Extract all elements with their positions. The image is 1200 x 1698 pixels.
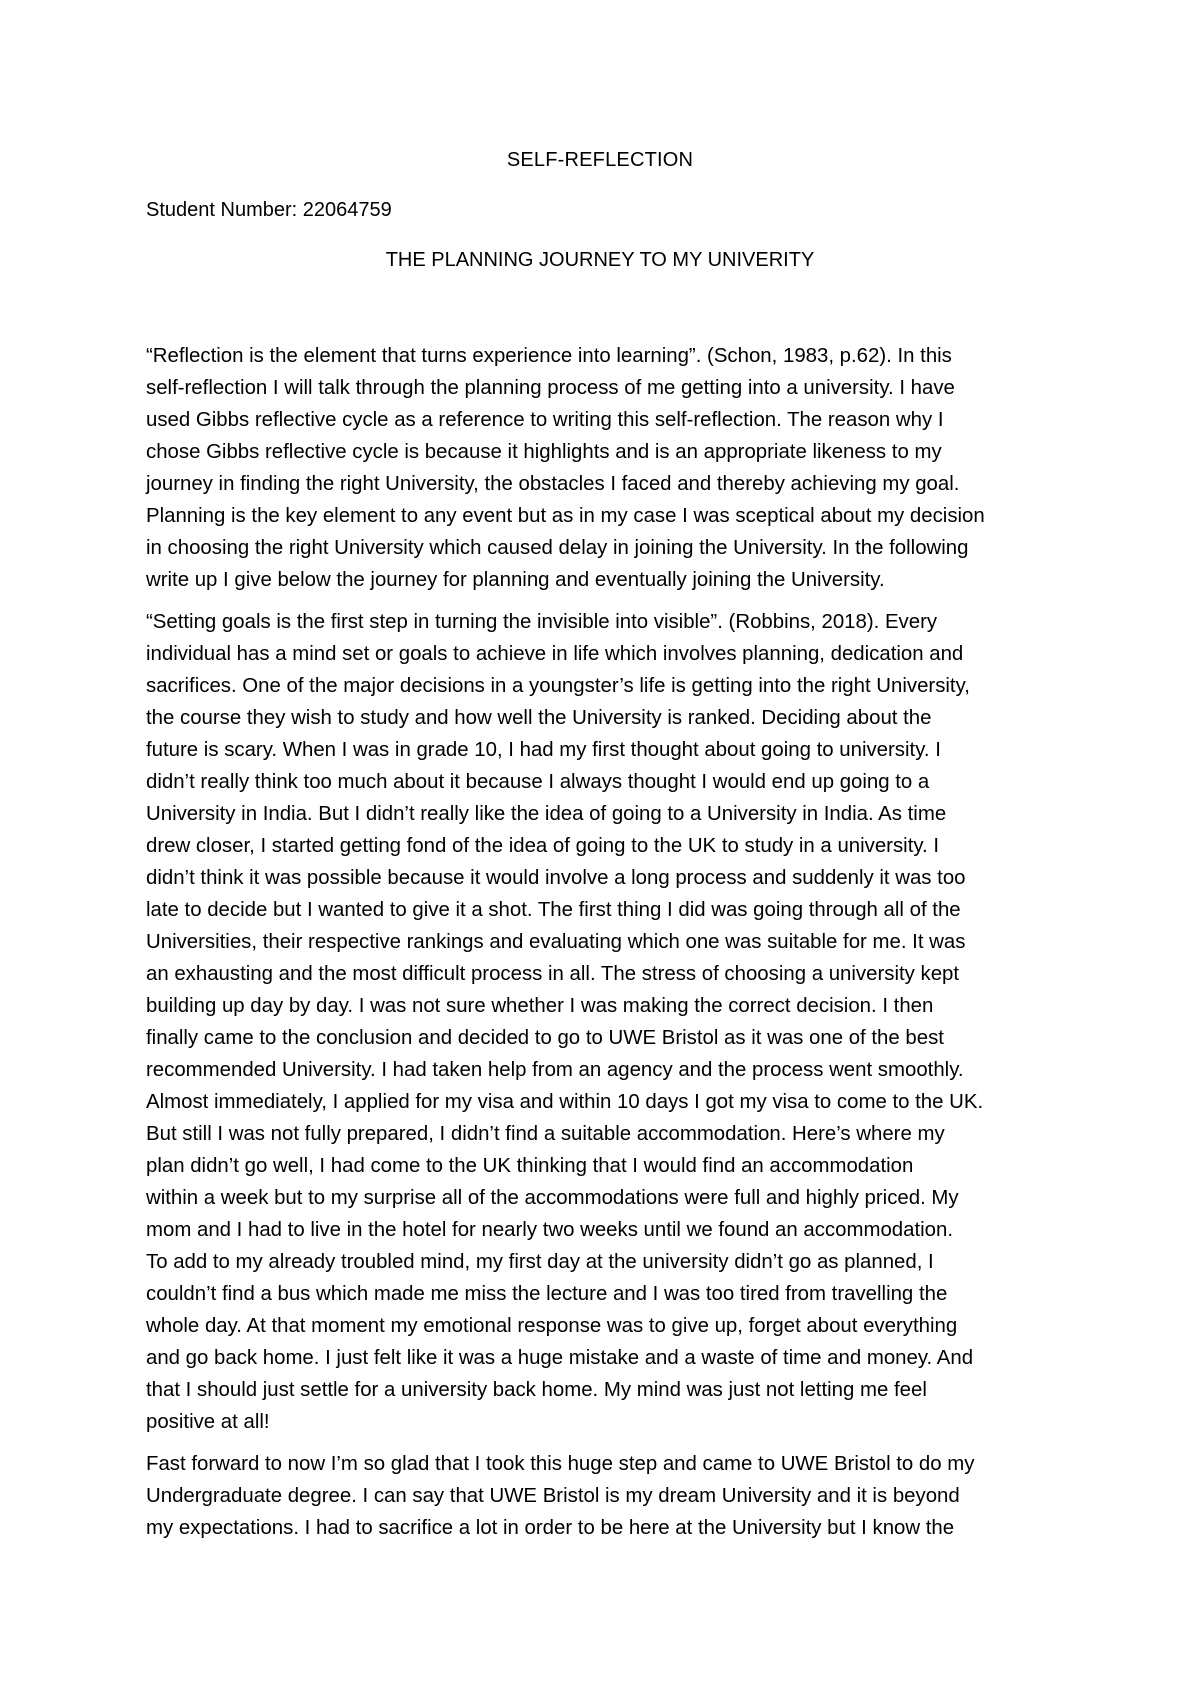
text-line: But still I was not fully prepared, I didn’t find a suitable accommodation. Here’s where my — [146, 1123, 945, 1145]
text-line: Universities, their respective rankings and evaluating which one was suitable for me. It was — [146, 931, 966, 953]
text-line: my expectations. I had to sacrifice a lot in order to be here at the University but I know the — [146, 1517, 955, 1539]
text-line: the course they wish to study and how well the University is ranked. Deciding about the — [146, 707, 932, 729]
text-line: an exhausting and the most difficult process in all. The stress of choosing a university kept — [146, 963, 960, 985]
text-line: sacrifices. One of the major decisions in a youngster’s life is getting into the right University, — [146, 675, 970, 697]
text-line: individual has a mind set or goals to achieve in life which involves planning, dedication and — [146, 643, 964, 665]
text-line: self-reflection I will talk through the planning process of me getting into a university. I have — [146, 377, 955, 399]
text-line: whole day. At that moment my emotional response was to give up, forget about everything — [146, 1315, 958, 1337]
text-line: Fast forward to now I’m so glad that I took this huge step and came to UWE Bristol to do my — [146, 1453, 975, 1475]
text-line: To add to my already troubled mind, my first day at the university didn’t go as planned, I — [146, 1251, 934, 1273]
text-line: journey in finding the right University, the obstacles I faced and thereby achieving my goal. — [146, 473, 960, 495]
text-line: late to decide but I wanted to give it a shot. The first thing I did was going through all of the — [146, 899, 961, 921]
paragraph — [146, 606, 1058, 1438]
text-line: in choosing the right University which caused delay in joining the University. In the following — [146, 537, 969, 559]
text-line: finally came to the conclusion and decided to go to UWE Bristol as it was one of the best — [146, 1027, 944, 1049]
text-line: future is scary. When I was in grade 10, I had my first thought about going to university. I — [146, 739, 941, 761]
text-line: Planning is the key element to any event but as in my case I was sceptical about my decision — [146, 505, 985, 527]
text-line: drew closer, I started getting fond of the idea of going to the UK to study in a university. I — [146, 835, 940, 857]
student-number: Student Number: 22064759 — [146, 199, 392, 221]
text-line: chose Gibbs reflective cycle is because it highlights and is an appropriate likeness to my — [146, 441, 942, 463]
text-line: couldn’t find a bus which made me miss the lecture and I was too tired from travelling the — [146, 1283, 948, 1305]
text-line: didn’t think it was possible because it would involve a long process and suddenly it was too — [146, 867, 966, 889]
text-line: used Gibbs reflective cycle as a reference to writing this self-reflection. The reason why I — [146, 409, 944, 431]
text-line: Undergraduate degree. I can say that UWE Bristol is my dream University and it is beyond — [146, 1485, 960, 1507]
paragraph — [146, 1448, 1058, 1544]
text-line: that I should just settle for a university back home. My mind was just not letting me feel — [146, 1379, 927, 1401]
text-line: plan didn’t go well, I had come to the UK thinking that I would find an accommodation — [146, 1155, 914, 1177]
text-line: building up day by day. I was not sure whether I was making the correct decision. I then — [146, 995, 934, 1017]
text-line: and go back home. I just felt like it was a huge mistake and a waste of time and money. And — [146, 1347, 974, 1369]
text-line: positive at all! — [146, 1411, 270, 1433]
text-line: mom and I had to live in the hotel for nearly two weeks until we found an accommodation. — [146, 1219, 954, 1241]
document-subtitle: THE PLANNING JOURNEY TO MY UNIVERITY — [385, 249, 815, 271]
text-line: recommended University. I had taken help from an agency and the process went smoothly. — [146, 1059, 964, 1081]
text-line: University in India. But I didn’t really like the idea of going to a University in India. As time — [146, 803, 947, 825]
document-title: SELF-REFLECTION — [506, 149, 694, 171]
text-line: write up I give below the journey for planning and eventually joining the University. — [146, 569, 885, 591]
text-line: “Setting goals is the first step in turning the invisible into visible”. (Robbins, 2018). Every — [146, 611, 938, 633]
text-line: Almost immediately, I applied for my visa and within 10 days I got my visa to come to the UK. — [146, 1091, 984, 1113]
text-line: within a week but to my surprise all of the accommodations were full and highly priced. My — [146, 1187, 959, 1209]
document-body — [146, 340, 1058, 1554]
text-line: “Reflection is the element that turns experience into learning”. (Schon, 1983, p.62). In this — [146, 345, 952, 367]
text-line: didn’t really think too much about it because I always thought I would end up going to a — [146, 771, 930, 793]
paragraph — [146, 340, 1058, 596]
